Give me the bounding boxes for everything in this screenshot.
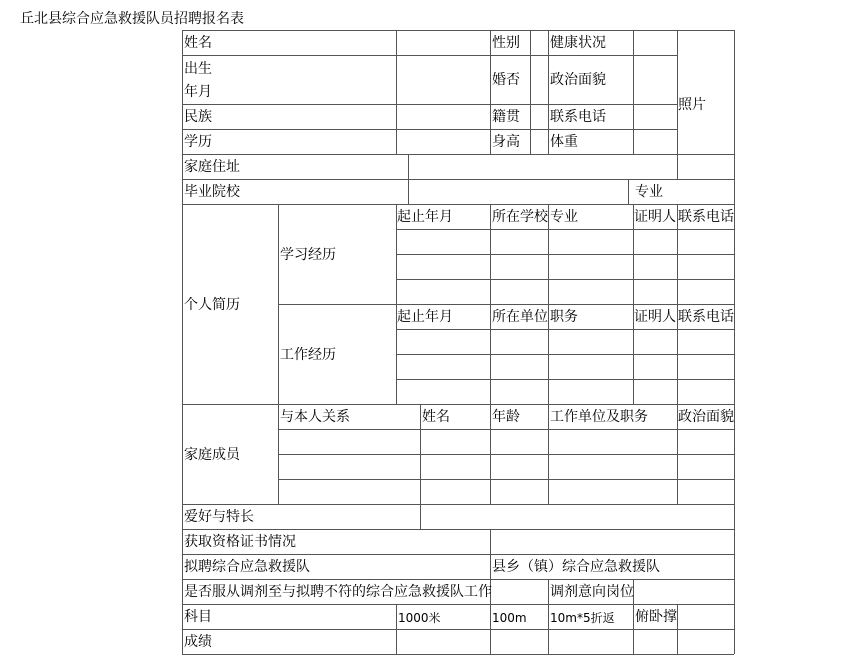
test-item-100m: 100m [492, 611, 527, 625]
family-header-political: 政治面貌 [678, 409, 734, 425]
grid-line [548, 404, 549, 504]
adjustment-post-label: 调剂意向岗位 [550, 584, 634, 600]
study-header-major: 专业 [550, 209, 578, 225]
grid-line [182, 154, 734, 155]
grid-line [182, 579, 734, 580]
study-header-period: 起止年月 [397, 209, 453, 225]
grid-line [182, 604, 734, 605]
test-item-pushups: 俯卧撑 [635, 609, 677, 625]
grid-line [396, 279, 734, 280]
grid-line [396, 379, 734, 380]
table-border-right [734, 30, 735, 654]
applied-team-label: 拟聘综合应急救援队 [184, 559, 310, 575]
grid-line [677, 204, 678, 404]
work-history-label: 工作经历 [280, 347, 336, 363]
grid-line [278, 304, 734, 305]
test-score-label: 成绩 [184, 634, 212, 650]
grid-line [396, 229, 734, 230]
political-label: 政治面貌 [550, 72, 606, 88]
work-header-referee: 证明人 [634, 309, 676, 325]
grid-line [182, 104, 677, 105]
phone-label: 联系电话 [550, 109, 606, 125]
education-label: 学历 [184, 134, 212, 150]
grid-line [408, 154, 409, 204]
grid-line [530, 30, 531, 154]
grid-line [278, 454, 734, 455]
grid-line [633, 204, 634, 404]
grid-line [182, 404, 734, 405]
study-header-referee: 证明人 [634, 209, 676, 225]
family-header-employer: 工作单位及职务 [550, 409, 648, 425]
grid-line [490, 404, 491, 504]
work-header-employer: 所在单位 [492, 309, 548, 325]
grid-line [396, 254, 734, 255]
grid-line [490, 30, 491, 154]
work-header-period: 起止年月 [397, 309, 453, 325]
study-header-phone: 联系电话 [678, 209, 734, 225]
school-label: 毕业院校 [184, 184, 240, 200]
table-border-left [182, 30, 183, 654]
birth-label-line2: 年月 [184, 84, 212, 100]
grid-line [182, 55, 677, 56]
grid-line [182, 204, 734, 205]
grid-line [420, 404, 421, 529]
work-header-position: 职务 [550, 309, 578, 325]
certificates-label: 获取资格证书情况 [184, 534, 296, 550]
form-title: 丘北县综合应急救援队员招聘报名表 [20, 11, 244, 27]
work-header-phone: 联系电话 [678, 309, 734, 325]
grid-line [677, 604, 678, 654]
marriage-label: 婚否 [492, 72, 520, 88]
birth-label-line1: 出生 [184, 61, 212, 77]
applied-team-value: 县乡（镇）综合应急救援队 [492, 559, 660, 575]
test-subject-label: 科目 [184, 609, 212, 625]
table-border-bottom [182, 654, 734, 655]
family-header-age: 年龄 [492, 409, 520, 425]
grid-line [278, 404, 279, 504]
grid-line [182, 504, 734, 505]
resume-label: 个人简历 [184, 297, 240, 313]
address-label: 家庭住址 [184, 159, 240, 175]
grid-line [633, 30, 634, 154]
family-header-relation: 与本人关系 [280, 409, 350, 425]
cropped-footnote-text [22, 656, 282, 661]
weight-label: 体重 [550, 134, 578, 150]
grid-line [490, 204, 491, 404]
family-label: 家庭成员 [184, 447, 240, 463]
grid-line [278, 429, 734, 430]
grid-line [396, 354, 734, 355]
grid-line [396, 30, 397, 154]
photo-label: 照片 [678, 97, 706, 113]
gender-label: 性别 [492, 35, 520, 51]
grid-line [182, 629, 734, 630]
study-header-school: 所在学校 [492, 209, 548, 225]
grid-line [628, 179, 629, 204]
grid-line [396, 604, 397, 654]
name-label: 姓名 [184, 35, 212, 51]
grid-line [548, 579, 549, 654]
grid-line [278, 479, 734, 480]
table-border-top [182, 30, 734, 31]
grid-line [548, 30, 549, 154]
test-item-shuttle: 10m*5折返 [550, 611, 615, 625]
family-header-name: 姓名 [422, 409, 450, 425]
grid-line [396, 329, 734, 330]
adjustment-label: 是否服从调剂至与拟聘不符的综合应急救援队工作 [184, 584, 492, 600]
grid-line [182, 129, 677, 130]
grid-line [182, 529, 734, 530]
test-item-1000m: 1000米 [398, 611, 441, 625]
study-history-label: 学习经历 [280, 247, 336, 263]
grid-line [182, 554, 734, 555]
grid-line [182, 179, 734, 180]
hobbies-label: 爱好与特长 [184, 509, 254, 525]
major-label: 专业 [635, 184, 663, 200]
native-place-label: 籍贯 [492, 109, 520, 125]
grid-line [396, 204, 397, 404]
health-label: 健康状况 [550, 35, 606, 51]
grid-line [548, 204, 549, 404]
ethnicity-label: 民族 [184, 109, 212, 125]
height-label: 身高 [492, 134, 520, 150]
